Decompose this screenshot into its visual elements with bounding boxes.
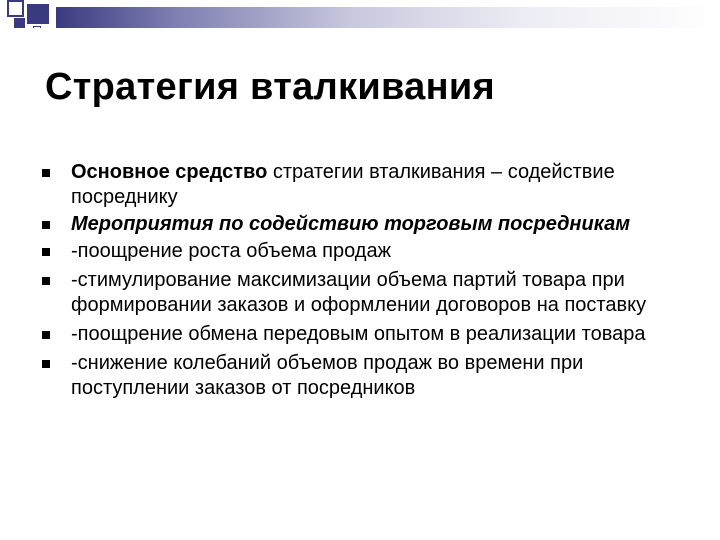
bullet-text: -поощрение обмена передовым опытом в реализации товара [71,323,646,345]
header-decoration [0,0,720,28]
bullet-item [39,351,699,401]
square-bullet-icon [42,221,50,229]
square-bullet-icon [42,277,50,285]
bullet-text: -снижение колебаний объемов продаж во времени при поступлении заказов от посредников [71,352,584,399]
bullet-text: -стимулирование максимизации объема партий товара при формировании заказов и оформлении договоров на поставку [71,269,647,316]
bullet-bold-lead: Основное средство [71,161,268,183]
bullet-item [39,160,699,210]
square-bullet-icon [42,248,50,256]
header-gradient-band [56,7,720,28]
bullet-item [39,212,699,237]
square-bullet-icon [42,331,50,339]
bullet-item [39,268,699,318]
bullet-text: Мероприятия по содействию торговым посредникам [71,213,631,235]
bullet-list [39,160,699,401]
slide-title: Стратегия вталкивания [45,66,495,108]
bullet-text: стратегии вталкивания – содействие посреднику [71,161,615,208]
decorative-square-icon [33,26,41,28]
square-bullet-icon [42,360,50,368]
decorative-square-icon [27,4,49,24]
bullet-item [39,322,699,347]
bullet-text: -поощрение роста объема продаж [71,240,391,262]
decorative-square-icon [14,18,25,28]
square-bullet-icon [42,169,50,177]
decorative-square-icon [7,0,24,17]
bullet-item [39,239,699,264]
